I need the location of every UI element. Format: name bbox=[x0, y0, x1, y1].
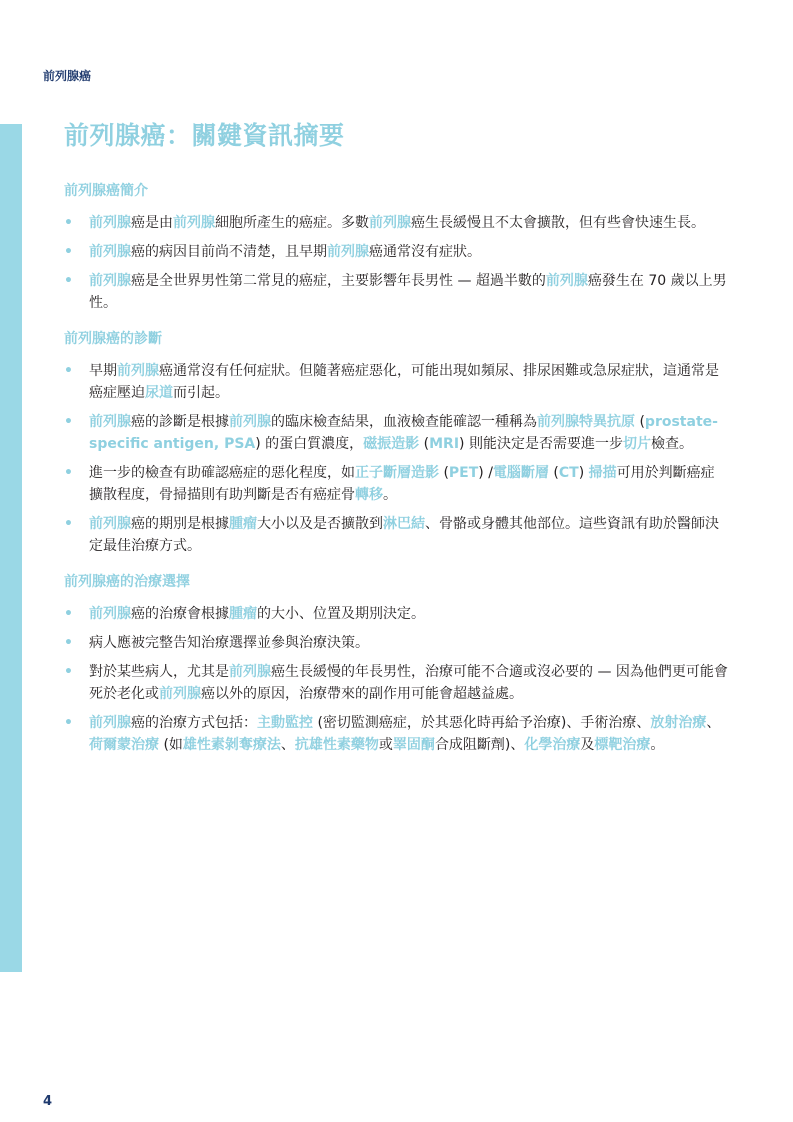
glossary-term: CT bbox=[558, 465, 579, 481]
glossary-term: 荷爾蒙治療 bbox=[89, 737, 159, 753]
text-run: ) 則能決定是否需要進一步 bbox=[459, 436, 623, 452]
section-diagnosis bbox=[64, 328, 728, 557]
text-run: 癌發生在 70 歲以上男性。 bbox=[89, 273, 727, 311]
glossary-term: 前列腺 bbox=[229, 414, 271, 430]
text-run: ( bbox=[439, 465, 449, 481]
text-run: 進一步的檢查有助確認癌症的惡化程度，如 bbox=[89, 465, 355, 481]
section-heading: 前列腺癌簡介 bbox=[64, 183, 148, 199]
text-run: 而引起。 bbox=[173, 385, 229, 401]
text-run: (密切監測癌症，於其惡化時再給予治療)、手術治療、 bbox=[313, 715, 651, 731]
bullet-item bbox=[64, 360, 728, 404]
glossary-term: 淋巴結 bbox=[383, 516, 425, 532]
text-run: 早期 bbox=[89, 363, 117, 379]
bullet-dot: • bbox=[64, 215, 73, 231]
text-run: 合成阻斷劑)、 bbox=[434, 737, 525, 753]
glossary-term: 前列腺 bbox=[89, 715, 131, 731]
glossary-term: 切片 bbox=[622, 436, 651, 452]
text-run: ( bbox=[548, 465, 559, 481]
text-run: 。 bbox=[650, 737, 665, 753]
bullet-dot: • bbox=[64, 606, 73, 622]
side-accent-bar bbox=[0, 124, 22, 972]
bullet-item bbox=[64, 212, 728, 234]
glossary-term: 轉移 bbox=[355, 487, 383, 503]
glossary-term: 電腦斷層 bbox=[492, 465, 549, 481]
text-run: 的大小、位置及期別決定。 bbox=[257, 606, 425, 622]
text-run: 及 bbox=[580, 737, 595, 753]
text-run: 、骨骼或身體其他部位。這些資訊有助於醫師決定最佳治療方式。 bbox=[89, 516, 719, 554]
glossary-term: 放射治療 bbox=[650, 715, 707, 731]
bullet-dot: • bbox=[64, 635, 73, 651]
section-heading: 前列腺癌的治療選擇 bbox=[64, 574, 190, 590]
text-run: 癌通常沒有症狀。 bbox=[369, 244, 481, 260]
text-run: 的臨床檢查結果，血液檢查能確認一種稱為 bbox=[271, 414, 537, 430]
glossary-term: 抗雄性素藥物 bbox=[294, 737, 379, 753]
glossary-term: 前列腺 bbox=[117, 363, 159, 379]
glossary-term: 前列腺 bbox=[89, 273, 131, 289]
text-run: 檢查。 bbox=[650, 436, 693, 452]
text-run: 癌的治療方式包括： bbox=[131, 715, 257, 731]
text-run: 癌的病因目前尚不清楚，且早期 bbox=[131, 244, 327, 260]
bullet-item bbox=[64, 603, 728, 625]
text-run: 癌是全世界男性第二常見的癌症，主要影響年長男性 — 超過半數的 bbox=[131, 273, 546, 289]
glossary-term: 掃描 bbox=[588, 465, 617, 481]
text-run: 癌通常沒有任何症狀。但隨著癌症惡化，可能出現如頻尿、排尿困難或急尿症狀，這通常是癌症壓迫 bbox=[89, 363, 719, 401]
bullet-dot: • bbox=[64, 273, 73, 289]
text-run: 病人應被完整告知治療選擇並參與治療決策。 bbox=[89, 635, 369, 651]
text-run: ) 的蛋白質濃度， bbox=[255, 436, 364, 452]
glossary-term: 前列腺特異抗原 bbox=[537, 414, 635, 430]
text-run: 癌的診斷是根據 bbox=[131, 414, 229, 430]
bullet-item bbox=[64, 411, 728, 455]
text-run: ( bbox=[635, 414, 645, 430]
text-run: 可用於判斷癌症擴散程度，骨掃描則有助判斷是否有癌症骨 bbox=[89, 465, 715, 503]
bullet-item bbox=[64, 632, 728, 654]
text-run: 癌生長緩慢的年長男性，治療可能不合適或沒必要的 — 因為他們更可能會死於老化或 bbox=[89, 664, 728, 702]
text-run: 癌的治療會根據 bbox=[131, 606, 229, 622]
glossary-term: 尿道 bbox=[145, 385, 173, 401]
bullet-list bbox=[64, 360, 728, 557]
glossary-term: PET bbox=[448, 465, 479, 481]
text-run: 癌的期別是根據 bbox=[131, 516, 229, 532]
glossary-term: 前列腺 bbox=[173, 215, 215, 231]
text-run: ( bbox=[419, 436, 430, 452]
section-intro bbox=[64, 180, 728, 314]
section-treatment bbox=[64, 571, 728, 756]
page-title: 前列腺癌：關鍵資訊摘要 bbox=[64, 121, 345, 150]
bullet-item bbox=[64, 241, 728, 263]
glossary-term: 磁振造影 bbox=[363, 436, 420, 452]
text-run: 、 bbox=[706, 715, 721, 731]
bullet-item bbox=[64, 462, 728, 506]
bullet-dot: • bbox=[64, 414, 73, 430]
bullet-list bbox=[64, 603, 728, 756]
glossary-term: 標靶治療 bbox=[594, 737, 651, 753]
text-run: 癌是由 bbox=[131, 215, 173, 231]
glossary-term: 雄性素剝奪療法 bbox=[182, 737, 281, 753]
glossary-term: 前列腺 bbox=[89, 606, 131, 622]
bullet-dot: • bbox=[64, 465, 73, 481]
glossary-term: 前列腺 bbox=[369, 215, 411, 231]
glossary-term: 前列腺 bbox=[159, 686, 201, 702]
section-heading: 前列腺癌的診斷 bbox=[64, 331, 162, 347]
text-run: 大小以及是否擴散到 bbox=[257, 516, 383, 532]
glossary-term: 腫瘤 bbox=[229, 516, 257, 532]
glossary-term: 前列腺 bbox=[545, 273, 588, 289]
glossary-term: 前列腺 bbox=[89, 414, 131, 430]
text-run: 癌以外的原因，治療帶來的副作用可能會超越益處。 bbox=[201, 686, 523, 702]
text-run: 或 bbox=[378, 737, 393, 753]
bullet-list bbox=[64, 212, 728, 314]
text-run: (如 bbox=[159, 737, 183, 753]
page-number: 4 bbox=[43, 1094, 53, 1109]
bullet-item bbox=[64, 513, 728, 557]
bullet-item bbox=[64, 270, 728, 314]
content-body bbox=[64, 180, 728, 770]
text-run: ) bbox=[578, 465, 589, 481]
bullet-dot: • bbox=[64, 363, 73, 379]
glossary-term: 前列腺 bbox=[89, 244, 131, 260]
text-run: 、 bbox=[280, 737, 295, 753]
glossary-term: MRI bbox=[429, 436, 460, 452]
bullet-item bbox=[64, 712, 728, 756]
glossary-term: 化學治療 bbox=[524, 737, 581, 753]
bullet-dot: • bbox=[64, 664, 73, 680]
text-run: ) / bbox=[478, 465, 493, 481]
bullet-dot: • bbox=[64, 715, 73, 731]
running-header: 前列腺癌 bbox=[43, 69, 92, 83]
text-run: 癌生長緩慢且不太會擴散，但有些會快速生長。 bbox=[411, 215, 705, 231]
bullet-item bbox=[64, 661, 728, 705]
glossary-term: 腫瘤 bbox=[229, 606, 257, 622]
text-run: 細胞所產生的癌症。多數 bbox=[215, 215, 369, 231]
glossary-term: 前列腺 bbox=[89, 215, 131, 231]
glossary-term: 睪固酮 bbox=[392, 737, 435, 753]
bullet-dot: • bbox=[64, 516, 73, 532]
glossary-term: 正子斷層造影 bbox=[355, 465, 439, 481]
glossary-term: 主動監控 bbox=[257, 715, 313, 731]
text-run: 對於某些病人，尤其是 bbox=[89, 664, 229, 680]
glossary-term: prostate-specific antigen, PSA bbox=[89, 414, 718, 452]
bullet-dot: • bbox=[64, 244, 73, 260]
glossary-term: 前列腺 bbox=[89, 516, 131, 532]
glossary-term: 前列腺 bbox=[327, 244, 369, 260]
glossary-term: 前列腺 bbox=[229, 664, 271, 680]
text-run: 。 bbox=[383, 487, 397, 503]
